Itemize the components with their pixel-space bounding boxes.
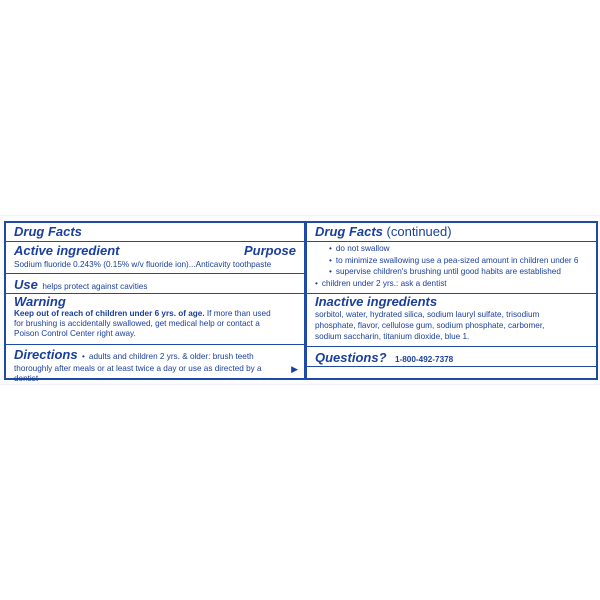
active-ingredient-section: [6, 244, 304, 270]
directions-heading: Directions: [14, 347, 78, 362]
fluoride-concentration: (0.15% w/v fluoride ion): [103, 260, 189, 269]
drug-facts-title: Drug Facts: [14, 224, 82, 239]
warning-text-2: for brushing is accidentally swallowed, get medical help or contact a: [14, 319, 260, 328]
warning-section: [6, 295, 304, 339]
warning-bold-text: Keep out of reach of children under 6 yrs. of age.: [14, 309, 205, 318]
divider: [6, 344, 304, 345]
continue-arrow-icon: ▶: [291, 364, 298, 374]
list-item: • do not swallow: [315, 243, 588, 255]
use-section: [6, 276, 304, 294]
warning-text-1: If more than used: [206, 309, 271, 318]
continued-label: (continued): [386, 224, 452, 239]
list-item: • supervise children's brushing until good habits are established: [315, 266, 588, 278]
drug-facts-continued-panel: [306, 221, 598, 380]
questions-section: [307, 349, 596, 367]
inactive-ingredients-section: [307, 295, 596, 342]
inactive-ingredients-heading: Inactive ingredients: [315, 294, 438, 309]
list-item: • children under 2 yrs.: ask a dentist: [315, 278, 588, 290]
purpose-heading: Purpose: [243, 243, 296, 258]
active-ingredient-heading: Active ingredient: [14, 243, 120, 258]
purpose-text: ...Anticavity toothpaste: [188, 260, 272, 269]
directions-section: [6, 346, 304, 384]
drug-facts-panel: [4, 221, 306, 383]
list-item: • to minimize swallowing use a pea-sized amount in children under 6: [315, 255, 588, 267]
directions-text-3: dentist: [14, 374, 39, 383]
questions-heading: Questions?: [315, 350, 387, 365]
warning-heading: Warning: [14, 294, 66, 309]
warning-text-3: Poison Control Center right away.: [14, 329, 136, 338]
divider: [307, 366, 596, 367]
drug-facts-header: [6, 225, 304, 239]
use-heading: Use: [14, 277, 38, 292]
divider: [6, 273, 304, 274]
inactive-ingredients-text-1: sorbitol, water, hydrated silica, sodium lauryl sulfate, trisodium: [315, 310, 540, 319]
phone-number: 1-800-492-7378: [394, 355, 454, 364]
drug-facts-continued-header: [307, 225, 596, 239]
active-ingredient-name: Sodium fluoride 0.243%: [14, 260, 101, 269]
divider: [307, 346, 596, 347]
inactive-ingredients-text-3: sodium saccharin, titanium dioxide, blue 1.: [315, 332, 470, 341]
inactive-ingredients-text-2: phosphate, flavor, cellulose gum, sodium phosphate, carbomer,: [315, 321, 545, 330]
warnings-continued-list: [307, 243, 596, 289]
use-text: helps protect against cavities: [42, 282, 148, 291]
directions-text-1: • adults and children 2 yrs. & older: brush teeth: [82, 352, 254, 361]
divider: [6, 241, 304, 242]
divider: [307, 241, 596, 242]
drug-facts-continued-title: Drug Facts: [315, 224, 383, 239]
directions-text-2: thoroughly after meals or at least twice a day or use as directed by a: [14, 364, 262, 373]
